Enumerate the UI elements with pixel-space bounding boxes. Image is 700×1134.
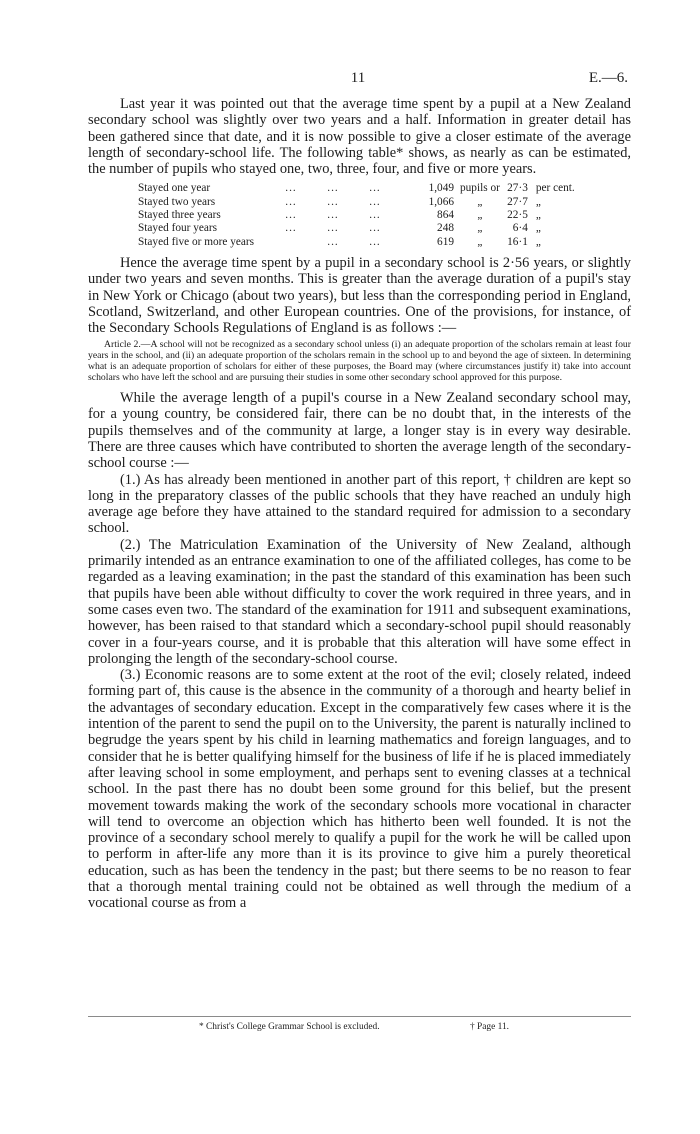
table-row <box>138 196 575 209</box>
document-code: E.—6. <box>588 70 628 86</box>
leader-dots: ... <box>285 222 297 235</box>
leader-dots: ... <box>369 235 381 248</box>
unit-text: „ <box>477 222 483 235</box>
percent-value: 27·3 <box>507 182 528 195</box>
pupil-count: 1,066 <box>428 195 454 208</box>
footnote-star: * Christ's College Grammar School is excluded. <box>199 1022 380 1032</box>
pupil-count: 619 <box>437 235 454 248</box>
paragraph-cause-3: (3.) Economic reasons are to some extent at the root of the evil; closely related, indeed forming part of, this cause is the absence in the community of a thorough and hearty belief in the advantages of secondary education. Except in the comparatively few cases where it is the intention of the parent to send the pupil on to the University, the parent is naturally inclined to begrudge the years spent by his child in learning mathematics and foreign languages, and to consider that he is better qualifying himself for the business of life if he is placed immediately after leaving school in some employment, and perhaps sent to evening classes at a technical school. In the past there has no doubt been some ground for this belief, but the present movement towards making the work of the secondary schools more vocational in character will tend to overcome an objection which has hitherto been well founded. It is not the province of a secondary school merely to qualify a pupil for the work he will be called upon to perform in after-life any more than it is its province to give him a purely theoretical education, such as has been the tendency in the past; but there seems to be no reason to fear that a thorough mental training could not be obtained as well through the medium of a vocational course as from a <box>88 667 631 912</box>
pupil-count: 1,049 <box>428 182 454 195</box>
percent-value: 16·1 <box>507 235 528 248</box>
leader-dots: ... <box>285 195 297 208</box>
percent-value: 22·5 <box>507 209 528 222</box>
table-row <box>138 236 575 249</box>
article-2-quotation: Article 2.—A school will not be recognized as a secondary school unless (i) an adequate proportion of the scholars remain at least four years in the school, and (ii) an adequate proportion of the scholars remain in the school up to and beyond the age of sixteen. In determining what is an adequate proportion of scholars for either of these purposes, the Board may (where circumstances justify it) take into account scholars who have left the school and are pursuing their studies in some other secondary school approved for this purpose. <box>88 339 631 384</box>
row-label: Stayed five or more years <box>138 235 255 248</box>
percent-unit: „ <box>535 235 541 248</box>
percent-unit: „ <box>535 222 541 235</box>
footnote-dagger: † Page 11. <box>470 1022 509 1032</box>
leader-dots: ... <box>327 195 339 208</box>
percent-unit: „ <box>535 209 541 222</box>
unit-text: „ <box>477 235 483 248</box>
row-label: Stayed four years <box>138 222 218 235</box>
row-label: Stayed three years <box>138 209 221 222</box>
percent-unit: per cent. <box>535 182 575 195</box>
leader-dots: ... <box>369 182 381 195</box>
row-label: Stayed two years <box>138 195 216 208</box>
percent-value: 27·7 <box>507 195 528 208</box>
table-row <box>138 222 575 235</box>
footnote-divider <box>88 1016 631 1017</box>
unit-text: pupils or <box>460 182 500 195</box>
page-body <box>88 96 631 912</box>
leader-dots: ... <box>285 182 297 195</box>
years-stayed-table <box>138 182 575 248</box>
table-row <box>138 182 575 195</box>
unit-text: „ <box>477 209 483 222</box>
leader-dots: ... <box>285 209 297 222</box>
pupil-count: 864 <box>437 209 454 222</box>
leader-dots-spacer <box>270 236 312 249</box>
page-number: 11 <box>350 70 366 86</box>
page-header <box>88 70 628 90</box>
leader-dots: ... <box>369 209 381 222</box>
leader-dots: ... <box>327 182 339 195</box>
paragraph-cause-1: (1.) As has already been mentioned in another part of this report, † children are kept so long in the preparatory classes of the public schools that they have reached an unduly high average age before they have attained to the standard required for admission to a secondary school. <box>88 471 631 537</box>
unit-text: „ <box>477 195 483 208</box>
paragraph-average-time: Hence the average time spent by a pupil in a secondary school is 2·56 years, or slightly under two years and seven months. This is greater than the average duration of a pupil's stay in New York or Chicago (about two years), but less than the corresponding period in England, Scotland, Switzerland, and other European countries. One of the provisions, for instance, of the Secondary Schools Regulations of England is as follows :— <box>88 254 631 337</box>
leader-dots: ... <box>369 195 381 208</box>
paragraph-secondary-school-life: Last year it was pointed out that the average time spent by a pupil at a New Zealand secondary school was slightly over two years and a half. Information in greater detail has been gathered since that date, and it is now possible to give a closer estimate of the average length of secondary-school life. The following table* shows, as nearly as can be estimated, the number of pupils who stayed one, two, three, four, and five or more years. <box>88 96 631 178</box>
percent-value: 6·4 <box>512 222 528 235</box>
leader-dots: ... <box>327 222 339 235</box>
leader-dots: ... <box>327 209 339 222</box>
paragraph-three-causes: While the average length of a pupil's course in a New Zealand secondary school may, for a young country, be considered fair, there can be no doubt that, in the interests of the pupils themselves and of the community at large, a longer stay is in every way desirable. There are three causes which have contributed to shorten the average length of the secondary-school course :— <box>88 390 631 472</box>
row-label: Stayed one year <box>138 182 211 195</box>
paragraph-cause-2: (2.) The Matriculation Examination of the University of New Zealand, although primarily intended as an entrance examination to one of the affiliated colleges, has come to be regarded as a leaving examination; in the past the standard of this examination has been such that pupils have been able without difficulty to cover the work required in three years, and in some cases even two. The standard of the examination for 1911 and subsequent examinations, however, has been raised to that standard which a secondary-school pupil should reasonably cover in a four-years course, and it is probable that this alteration will have some effect in prolonging the length of the secondary-school course. <box>88 536 631 667</box>
pupil-count: 248 <box>437 222 454 235</box>
percent-unit: „ <box>535 195 541 208</box>
leader-dots: ... <box>369 222 381 235</box>
table-row <box>138 209 575 222</box>
leader-dots: ... <box>327 235 339 248</box>
